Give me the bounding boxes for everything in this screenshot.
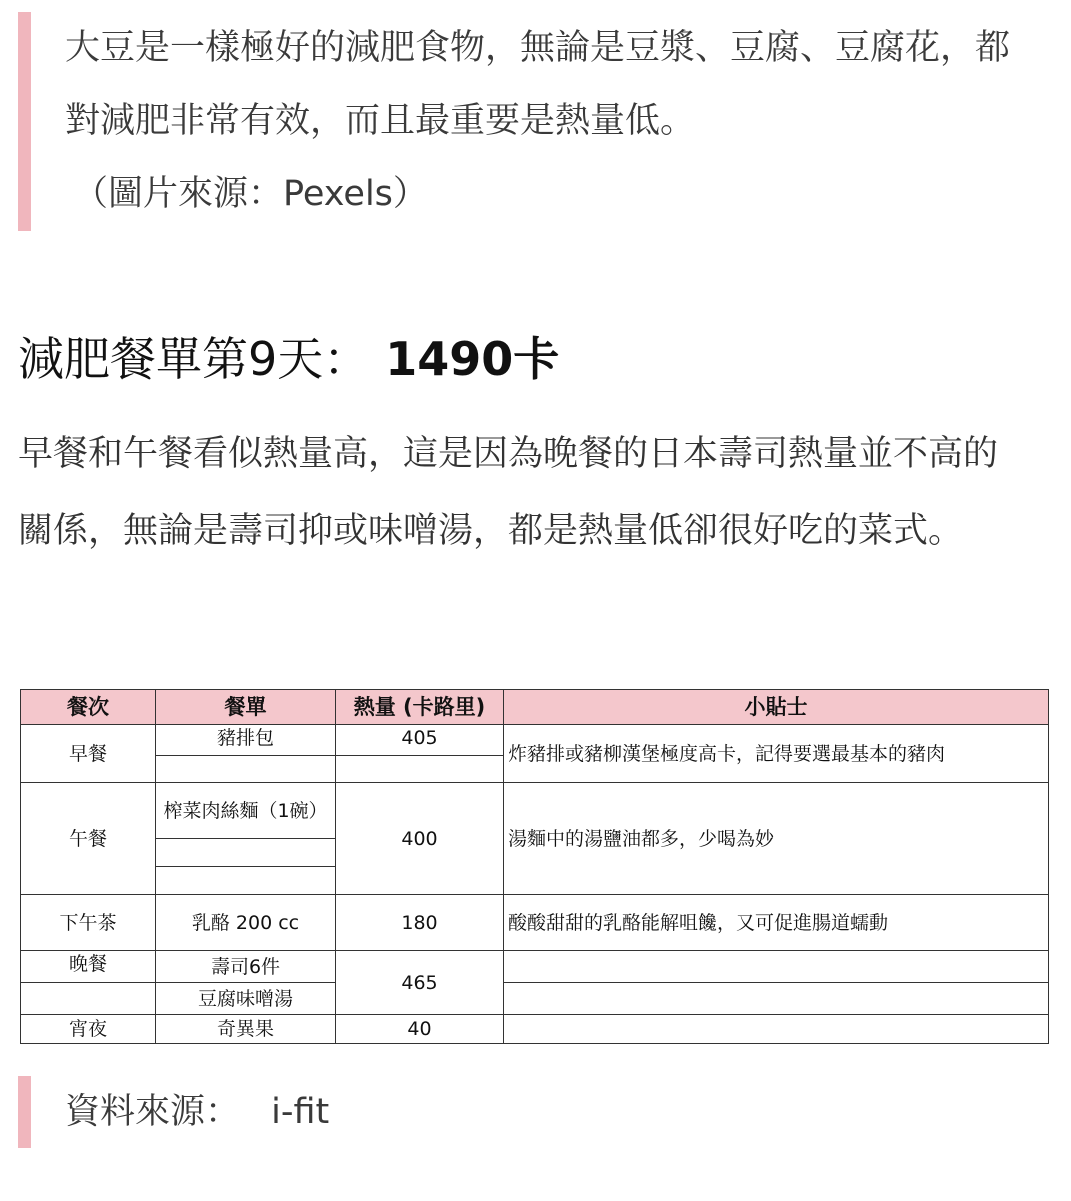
meal-lunch: 午餐 [21, 783, 156, 895]
table-row [21, 983, 1049, 1015]
header-tips: 小貼士 [504, 690, 1049, 725]
intro-quote-text: 大豆是一樣極好的減肥食物，無論是豆漿、豆腐、豆腐花，都對減肥非常有效，而且最重要是熱量低。 [65, 28, 1011, 141]
data-source-quote [18, 1076, 718, 1148]
table-row [21, 895, 1049, 951]
header-calories: 熱量 (卡路里) [336, 690, 504, 725]
meal-supper: 宵夜 [21, 1015, 156, 1044]
menu-item: 豆腐味噌湯 [156, 983, 336, 1015]
table-row [21, 725, 1049, 756]
data-source-label: 資料來源： [65, 1092, 241, 1132]
menu-item: 榨菜肉絲麵（1碗） [156, 783, 336, 839]
table-row [21, 951, 1049, 983]
meal-plan-table [20, 689, 1049, 1044]
table-header-row [21, 690, 1049, 725]
table-row [21, 1015, 1049, 1044]
section-calories: 1490卡 [385, 332, 560, 386]
image-source: （圖片來源：Pexels） [73, 174, 428, 214]
menu-item [156, 839, 336, 867]
menu-item: 乳酪 200 cc [156, 895, 336, 951]
menu-item [156, 756, 336, 783]
header-meal: 餐次 [21, 690, 156, 725]
table-row [21, 783, 1049, 839]
calories-cell: 40 [336, 1015, 504, 1044]
meal-breakfast: 早餐 [21, 725, 156, 783]
data-source-link[interactable]: i-fit [271, 1092, 330, 1132]
meal-tea: 下午茶 [21, 895, 156, 951]
calories-cell-empty [336, 756, 504, 783]
menu-item: 壽司6件 [156, 951, 336, 983]
section-heading [18, 324, 559, 394]
menu-item: 奇異果 [156, 1015, 336, 1044]
tip-cell: 炸豬排或豬柳漢堡極度高卡，記得要選最基本的豬肉 [504, 725, 1049, 783]
meal-empty [21, 983, 156, 1015]
menu-item [156, 867, 336, 895]
calories-cell: 465 [336, 951, 504, 1015]
calories-cell: 400 [336, 783, 504, 895]
meal-dinner: 晚餐 [21, 951, 156, 983]
intro-paragraph: 早餐和午餐看似熱量高，這是因為晚餐的日本壽司熱量並不高的關係，無論是壽司抑或味噌湯，都是熱量低卻很好吃的菜式。 [18, 434, 999, 551]
tip-cell [504, 951, 1049, 983]
tip-cell: 酸酸甜甜的乳酪能解咀饞，又可促進腸道蠕動 [504, 895, 1049, 951]
tip-cell: 湯麵中的湯鹽油都多，少喝為妙 [504, 783, 1049, 895]
intro-quote [18, 12, 1028, 231]
calories-cell: 405 [336, 725, 504, 756]
section-title: 減肥餐單第9天： [18, 332, 370, 386]
menu-item: 豬排包 [156, 725, 336, 756]
tip-cell [504, 983, 1049, 1015]
tip-cell [504, 1015, 1049, 1044]
calories-cell: 180 [336, 895, 504, 951]
header-menu: 餐單 [156, 690, 336, 725]
